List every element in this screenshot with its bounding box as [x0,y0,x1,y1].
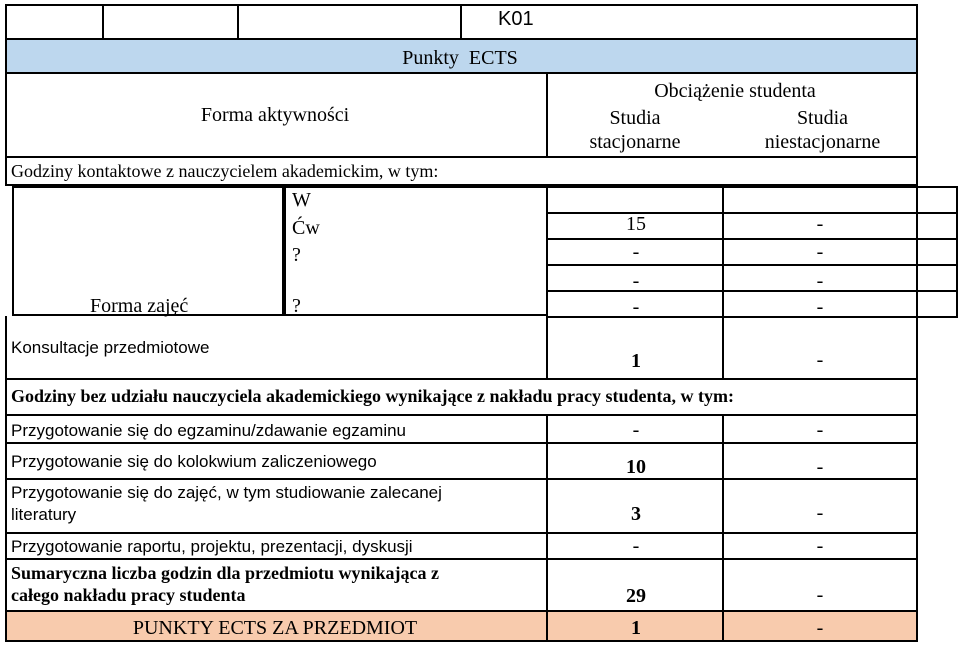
zajecia-col-divider-2 [916,186,918,318]
zajecia-col-divider-1 [722,186,724,318]
zajecia-label-column [284,186,548,316]
bez-col-divider-1 [546,414,548,560]
konsultacje-col-divider-2 [722,316,724,380]
ects-header-title: Punkty ECTS [402,47,518,69]
bez-row-2-stac: 10 [626,456,646,478]
bez-row-4-stac: - [632,535,640,557]
konsultacje-niestac: - [816,349,824,371]
zajecia-q2-niestac: - [816,296,824,318]
studia-stacjonarne-label: Studia stacjonarne [589,107,681,153]
ects-col-divider-1 [546,610,548,642]
bez-row-1-label: Przygotowanie się do egzaminu/zdawanie egzaminu [11,421,407,440]
ects-total-label: PUNKTY ECTS ZA PRZEDMIOT [132,617,418,639]
zajecia-label-q1: ? [292,244,301,266]
bez-row-4-label: Przygotowanie raportu, projektu, prezentacji, dyskusji [11,537,413,556]
bez-row-3-label: Przygotowanie się do zajęć, w tym studiowanie zalecanej literatury [11,483,442,524]
zajecia-blank-niestac: - [816,270,824,292]
zajecia-cw-niestac: - [816,213,824,235]
zajecia-row-w [546,186,958,214]
kontaktowe-label: Godziny kontaktowe z nauczycielem akademickim, w tym: [11,161,439,181]
header-cell-2 [102,4,239,40]
sumaryczna-niestac: - [816,584,824,606]
bez-row-2-niestac: - [816,456,824,478]
zajecia-label-w: W [292,189,311,211]
obciazenie-label: Obciążenie studenta [654,80,816,102]
bez-row-2-label: Przygotowanie się do kolokwium zaliczeniowego [11,452,377,471]
bez-col-divider-2 [722,414,724,560]
bez-row-3-niestac: - [816,502,824,524]
zajecia-cw-stac: 15 [626,213,646,235]
zajecia-q2-stac: - [632,296,640,318]
ects-total-niestac: - [816,617,824,639]
zajecia-blank-stac: - [632,270,640,292]
ects-col-divider-2 [722,610,724,642]
ects-total-stac: 1 [631,617,641,639]
sumaryczna-stac: 29 [626,585,646,607]
sumaryczna-label: Sumaryczna liczba godzin dla przedmiotu wynikająca z całego nakładu pracy studenta [11,563,439,605]
suma-col-divider-2 [722,558,724,612]
zajecia-q1-stac: - [632,241,640,263]
course-code: K01 [498,8,534,30]
konsultacje-label: Konsultacje przedmiotowe [11,338,210,357]
suma-col-divider-1 [546,558,548,612]
header-cell-1 [5,4,104,40]
bez-row-3-stac: 3 [631,503,641,525]
bez-row-4-niestac: - [816,535,824,557]
bez-udzialu-label: Godziny bez udziału nauczyciela akademickiego wynikające z nakładu pracy studenta, w tym: [11,386,735,406]
zajecia-label-cw: Ćw [292,217,320,239]
konsultacje-col-divider-1 [546,316,548,380]
forma-aktywnosci-label: Forma aktywności [200,104,350,126]
studia-niestacjonarne-label: Studia niestacjonarne [764,107,881,153]
konsultacje-stac: 1 [631,350,641,372]
header-cell-3 [237,4,462,40]
zajecia-label-q2: ? [292,295,301,317]
forma-zajec-label: Forma zajęć [90,295,189,317]
bez-row-1-niestac: - [816,419,824,441]
bez-row-1-stac: - [632,419,640,441]
zajecia-q1-niestac: - [816,241,824,263]
header-divider [546,72,548,158]
